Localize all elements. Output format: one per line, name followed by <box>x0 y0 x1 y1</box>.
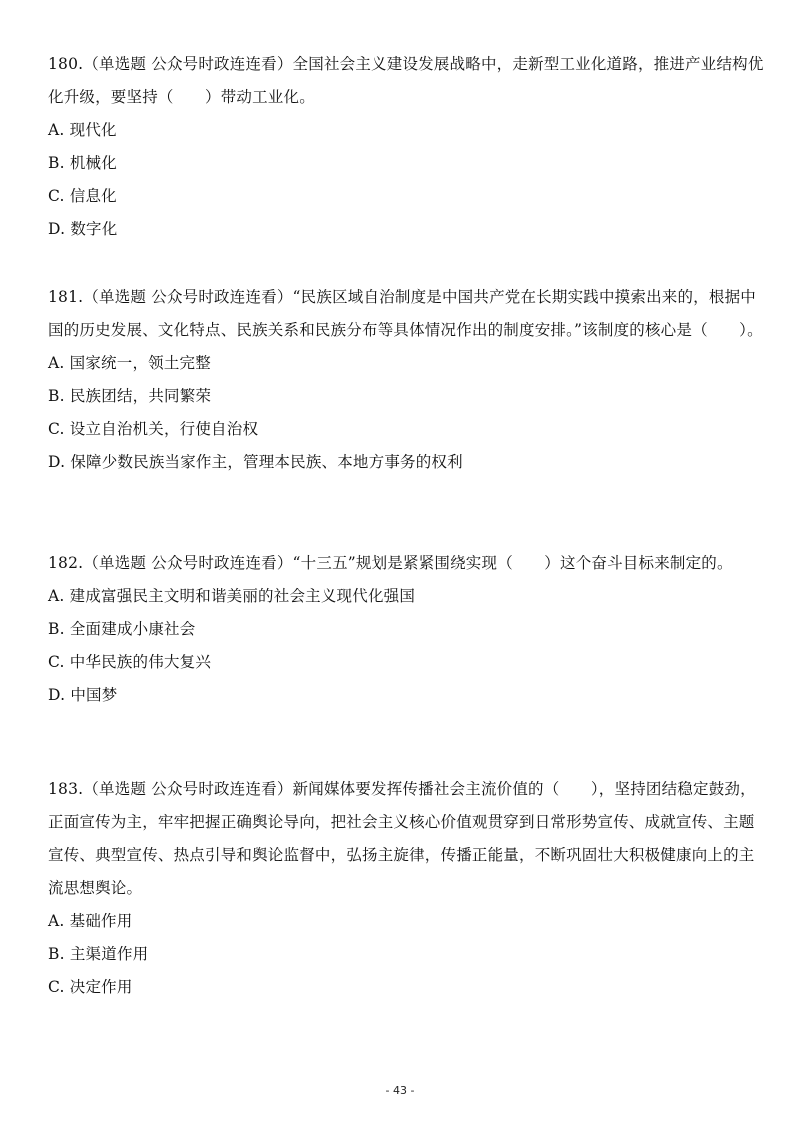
question-183 <box>48 773 768 1004</box>
option-d: D. 中国梦 <box>48 686 118 704</box>
option-a: A. 基础作用 <box>48 912 133 930</box>
option-b: B. 民族团结，共同繁荣 <box>48 387 212 405</box>
option-b: B. 主渠道作用 <box>48 945 149 963</box>
option-d: D. 保障少数民族当家作主，管理本民族、本地方事务的权利 <box>48 453 463 471</box>
option-list <box>48 905 768 1004</box>
question-180 <box>48 48 768 246</box>
question-stem: 180.（单选题 公众号时政连连看）全国社会主义建设发展战略中，走新型工业化道路，推进产业结构优化升级，要坚持（ ）带动工业化。 <box>48 55 764 106</box>
question-181 <box>48 281 768 479</box>
question-stem: 183.（单选题 公众号时政连连看）新闻媒体要发挥传播社会主流价值的（ ），坚持团结稳定鼓劲，正面宣传为主，牢牢把握正确舆论导向，把社会主义核心价值观贯穿到日常形势宣传、成就宣传、主题宣传、典型宣传、热点引导和舆论监督中，弘扬主旋律，传播正能量，不断巩固壮大积极健康向上的主流思想舆论。 <box>48 780 756 897</box>
option-d: D. 数字化 <box>48 220 118 238</box>
option-list <box>48 580 768 712</box>
option-b: B. 全面建成小康社会 <box>48 620 196 638</box>
option-a: A. 现代化 <box>48 121 117 139</box>
option-a: A. 国家统一，领土完整 <box>48 354 211 372</box>
question-stem: 182.（单选题 公众号时政连连看）“十三五”规划是紧紧围绕实现（ ）这个奋斗目标来制定的。 <box>48 554 733 572</box>
option-b: B. 机械化 <box>48 154 117 172</box>
option-list <box>48 347 768 479</box>
option-c: C. 信息化 <box>48 187 117 205</box>
option-a: A. 建成富强民主文明和谐美丽的社会主义现代化强国 <box>48 587 416 605</box>
option-c: C. 中华民族的伟大复兴 <box>48 653 212 671</box>
question-stem: 181.（单选题 公众号时政连连看）“民族区域自治制度是中国共产党在长期实践中摸索出来的，根据中国的历史发展、文化特点、民族关系和民族分布等具体情况作出的制度安排。”该制度的核心是（ ）。 <box>48 288 763 339</box>
option-c: C. 设立自治机关，行使自治权 <box>48 420 259 438</box>
page-number: - 43 - <box>385 1084 415 1097</box>
option-c: C. 决定作用 <box>48 978 133 996</box>
question-182 <box>48 547 768 712</box>
option-list <box>48 114 768 246</box>
